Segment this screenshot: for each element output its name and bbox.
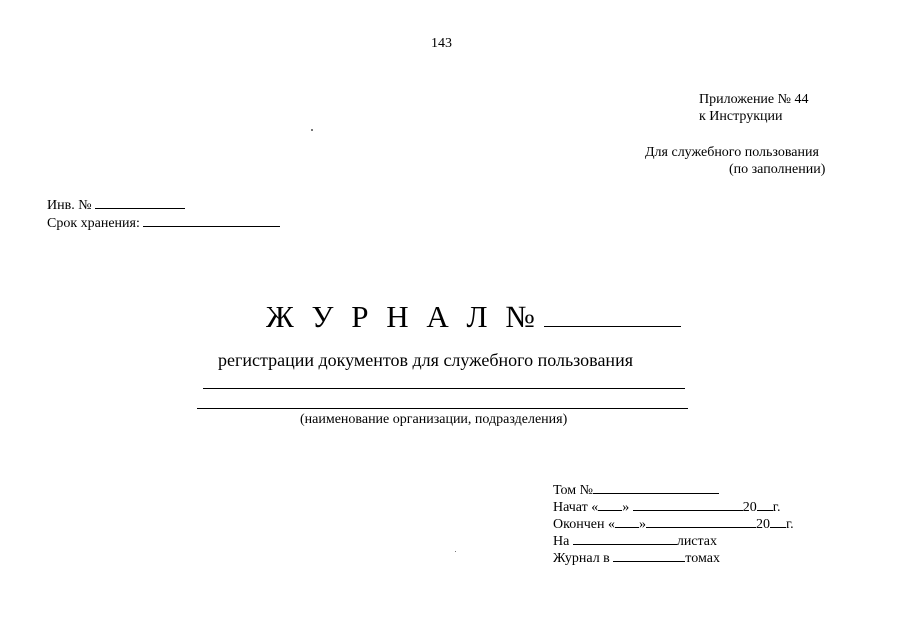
ended-day-blank — [615, 515, 639, 528]
ended-row — [553, 515, 794, 532]
started-month-blank — [633, 498, 743, 511]
started-year-blank — [757, 498, 773, 511]
inventory-number-blank — [95, 196, 185, 209]
appendix-line-2: к Инструкции — [699, 109, 783, 124]
restriction-stamp — [645, 144, 825, 178]
journal-volumes-prefix: Журнал в — [553, 551, 610, 566]
started-mid: » — [622, 500, 630, 515]
journal-title-text: Ж У Р Н А Л № — [266, 299, 540, 334]
journal-number-blank — [544, 298, 681, 327]
storage-period-label: Срок хранения: — [47, 216, 140, 231]
started-year: 20 — [742, 500, 757, 515]
volume-details — [553, 481, 794, 566]
sheets-suffix: листах — [676, 534, 718, 549]
organization-line-1 — [203, 388, 685, 389]
ended-prefix: Окончен « — [553, 517, 615, 532]
volume-number-label: Том № — [553, 483, 593, 498]
started-row — [553, 498, 794, 515]
journal-volumes-row — [553, 549, 794, 566]
ended-year-blank — [770, 515, 786, 528]
restriction-line-2: (по заполнении) — [729, 162, 826, 177]
journal-title — [266, 298, 681, 335]
sheets-count-blank — [573, 532, 677, 545]
sheets-row — [553, 532, 794, 549]
volume-number-row — [553, 481, 794, 498]
restriction-line-1: Для служебного пользования — [645, 145, 819, 160]
volume-number-blank — [593, 481, 719, 494]
journal-volumes-blank — [613, 549, 685, 562]
ended-suffix: г. — [785, 517, 794, 532]
ended-year: 20 — [755, 517, 770, 532]
storage-period-blank — [143, 214, 280, 227]
sheets-prefix: На — [553, 534, 570, 549]
inventory-number-label: Инв. № — [47, 198, 92, 213]
storage-period-row — [47, 214, 280, 232]
scan-speck — [455, 551, 456, 552]
organization-caption: (наименование организации, подразделения) — [300, 412, 568, 427]
appendix-line-1: Приложение № 44 — [699, 92, 809, 107]
inventory-block — [47, 196, 280, 232]
started-day-blank — [598, 498, 622, 511]
page-number: 143 — [431, 36, 452, 51]
started-suffix: г. — [772, 500, 781, 515]
journal-subtitle: регистрации документов для служебного пользования — [218, 350, 633, 370]
inventory-number-row — [47, 196, 280, 214]
appendix-reference — [699, 91, 809, 125]
started-prefix: Начат « — [553, 500, 599, 515]
ended-mid: » — [638, 517, 646, 532]
journal-volumes-suffix: томах — [685, 551, 720, 566]
organization-line-2 — [197, 408, 688, 409]
scan-speck — [311, 129, 313, 131]
ended-month-blank — [646, 515, 756, 528]
